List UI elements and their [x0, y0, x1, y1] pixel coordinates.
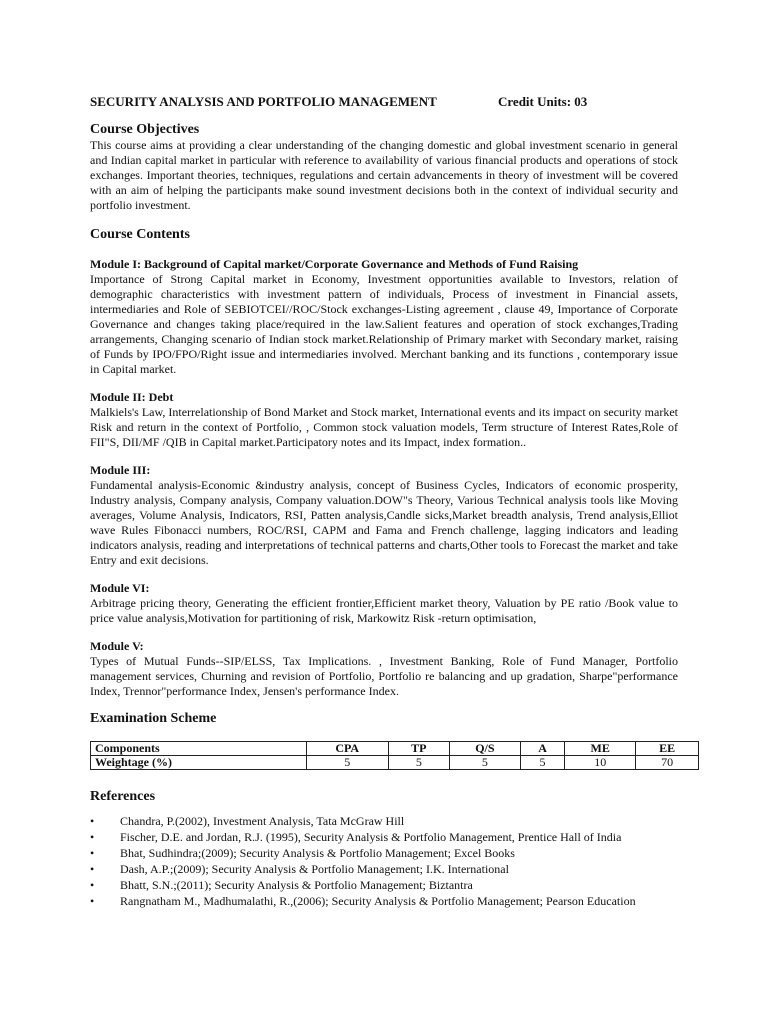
document-page [90, 94, 678, 909]
table-header-row [91, 742, 699, 756]
table-header-cell: TP [388, 742, 449, 756]
table-cell: 5 [520, 756, 564, 770]
exam-table [90, 741, 699, 770]
objectives-section [90, 121, 678, 213]
references-list [90, 813, 678, 909]
reference-text: Fischer, D.E. and Jordan, R.J. (1995), Security Analysis & Portfolio Management, Prentice Hall of India [120, 830, 622, 844]
module-text: Malkiels's Law, Interrelationship of Bond Market and Stock market, International events and its impact on security market Risk and return in the context of Portfolio, , Common stock valuation models, Term structure of Interest Rates,Role of FII"S, DII/MF /QIB in Capital market.Participatory notes and its Impact, index formation.. [90, 405, 678, 449]
bullet-icon: • [90, 830, 95, 844]
bullet-icon: • [90, 862, 95, 876]
module-title: Module III: [90, 463, 151, 477]
list-item [90, 829, 678, 845]
module-title: Module VI: [90, 581, 150, 595]
references-heading: References [90, 789, 156, 804]
table-row [91, 756, 699, 770]
objectives-heading: Course Objectives [90, 122, 200, 137]
module-2 [90, 390, 678, 450]
module-3 [90, 463, 678, 568]
module-text: Importance of Strong Capital market in Economy, Investment opportunities available to Investors, relation of demographic characteristics with investment pattern of individuals, Process of investment in Financial assets, intermediaries and Role of SEBIOTCEI//ROC/Stock exchanges-Listing agreement , clause 49, Importance of Corporate Governance and changes taking place/required in the law.Salient features and operation of stock exchanges,Trading arrangements, Changing scenario of Indian stock market.Relationship of Primary market with Secondary market, raising of Funds by IPO/FPO/Right issue and intermediaries involved. Merchant banking and its functions , contemporary issue in Capital market. [90, 272, 678, 376]
table-header-cell: Q/S [449, 742, 520, 756]
list-item [90, 893, 678, 909]
module-1 [90, 257, 678, 377]
module-4 [90, 581, 678, 626]
contents-heading: Course Contents [90, 227, 190, 242]
table-cell: 10 [565, 756, 636, 770]
module-text: Fundamental analysis-Economic &industry analysis, concept of Business Cycles, Indicators of economic prosperity, Industry analysis, Company analysis, Company valuation.DOW"s Theory, Various Technical analysis tools like Moving averages, Volume Analysis, Indicators, RSI, Patten analysis,Candle sicks,Market breadth analysis, Trend analysis,Elliot wave Rules Fibonacci numbers, ROC/RSI, CAPM and Fama and French challenge, lagging indicators and leading indicators analysis, reading and interpretations of technical patterns and charts,Other tools to Forecast the market and take Entry and exit decisions. [90, 478, 678, 567]
module-text: Types of Mutual Funds--SIP/ELSS, Tax Implications. , Investment Banking, Role of Fund Manager, Portfolio management services, Churning and revision of Portfolio, Portfolio re balancing and up gradation, Sharpe"performance Index, Trennor"performance Index, Jensen's performance Index. [90, 654, 678, 698]
reference-text: Bhatt, S.N.;(2011); Security Analysis & Portfolio Management; Biztantra [120, 878, 473, 892]
reference-text: Rangnatham M., Madhumalathi, R.,(2006); Security Analysis & Portfolio Management; Pearson Education [120, 894, 636, 908]
list-item [90, 861, 678, 877]
module-title: Module V: [90, 639, 144, 653]
exam-section [90, 710, 678, 770]
table-cell: 5 [306, 756, 388, 770]
objectives-text: This course aims at providing a clear understanding of the changing domestic and global investment scenario in general and Indian capital market in particular with reference to availability of various financial products and operations of stock exchanges. Important theories, techniques, regulations and certain advancements in theory of investment will be covered with an aim of helping the participants make sound investment decisions both in the context of individual security and portfolio investment. [90, 138, 678, 212]
course-title: SECURITY ANALYSIS AND PORTFOLIO MANAGEMENT [90, 94, 437, 109]
table-header-cell: A [520, 742, 564, 756]
references-section [90, 788, 678, 909]
module-text: Arbitrage pricing theory, Generating the efficient frontier,Efficient market theory, Valuation by PE ratio /Book value to price value analysis,Motivation for partitioning of risk, Markowitz Risk -return optimisation, [90, 596, 678, 625]
reference-text: Bhat, Sudhindra;(2009); Security Analysis & Portfolio Management; Excel Books [120, 846, 515, 860]
list-item [90, 813, 678, 829]
table-cell: Weightage (%) [91, 756, 307, 770]
table-header-cell: Components [91, 742, 307, 756]
table-cell: 70 [636, 756, 699, 770]
list-item [90, 877, 678, 893]
module-5 [90, 639, 678, 699]
module-title: Module II: Debt [90, 390, 174, 404]
table-header-cell: EE [636, 742, 699, 756]
reference-text: Dash, A.P.;(2009); Security Analysis & Portfolio Management; I.K. International [120, 862, 509, 876]
bullet-icon: • [90, 846, 95, 860]
credit-units: Credit Units: 03 [498, 94, 588, 109]
exam-heading: Examination Scheme [90, 711, 217, 726]
reference-text: Chandra, P.(2002), Investment Analysis, Tata McGraw Hill [120, 814, 405, 828]
list-item [90, 845, 678, 861]
contents-section [90, 226, 678, 699]
bullet-icon: • [90, 814, 95, 828]
bullet-icon: • [90, 878, 95, 892]
title-row [90, 94, 678, 110]
table-header-cell: ME [565, 742, 636, 756]
module-title: Module I: Background of Capital market/Corporate Governance and Methods of Fund Raising [90, 257, 579, 271]
table-cell: 5 [388, 756, 449, 770]
table-cell: 5 [449, 756, 520, 770]
table-header-cell: CPA [306, 742, 388, 756]
bullet-icon: • [90, 894, 95, 908]
